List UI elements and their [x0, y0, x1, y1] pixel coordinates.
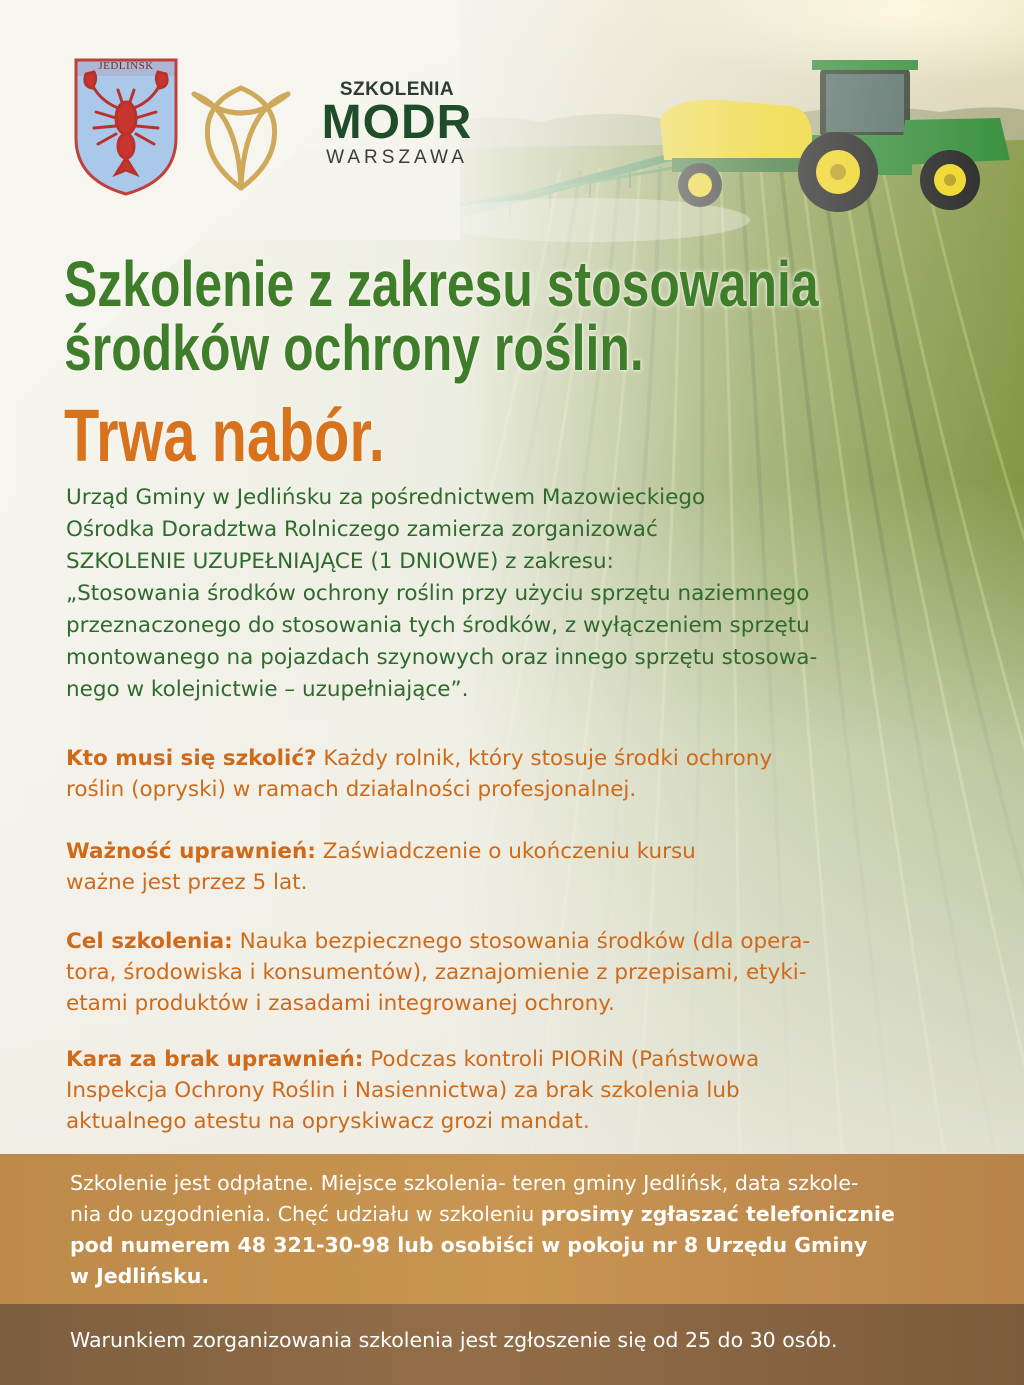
headline-line-2: środków ochrony roślin.: [64, 312, 644, 384]
intro-paragraph: [66, 482, 966, 706]
section-validity: [66, 836, 966, 898]
section-text: Zaświadczenie o ukończeniu kursu: [315, 839, 696, 864]
intro-line: przeznaczonego do stosowania tych środków, z wyłączeniem sprzętu: [66, 613, 810, 638]
section-text: etami produktów i zasadami integrowanej ochrony.: [66, 991, 615, 1016]
trinity-knot-icon: [188, 80, 294, 192]
section-text: Nauka bezpiecznego stosowania środków (dla opera-: [232, 929, 811, 954]
section-label: Kara za brak uprawnień:: [66, 1047, 364, 1072]
contact-phone: pod numerem 48 321-30-98 lub osobiści w pokoju nr 8 Urzędu Gminy: [70, 1233, 868, 1257]
jedlinsk-crest: [72, 56, 180, 196]
section-label: Ważność uprawnień:: [66, 839, 316, 864]
intro-line: montowanego na pojazdach szynowych oraz innego sprzętu stosowa-: [66, 645, 818, 670]
intro-line: SZKOLENIE UZUPEŁNIAJĄCE (1 DNIOWE) z zakresu:: [66, 549, 614, 574]
section-text: ważne jest przez 5 lat.: [66, 870, 308, 895]
section-text: Inspekcja Ochrony Roślin i Nasiennictwa) za brak szkolenia lub: [66, 1078, 740, 1103]
intro-line: Urząd Gminy w Jedlińsku za pośrednictwem Mazowieckiego: [66, 485, 706, 510]
modr-city-text: WARSZAWA: [326, 147, 468, 168]
intro-line: nego w kolejnictwie – uzupełniające”.: [66, 677, 469, 702]
modr-wordmark: [312, 80, 482, 180]
info-band-text: [70, 1168, 970, 1292]
condition-band: [0, 1304, 1024, 1385]
section-who-must-train: [66, 743, 966, 805]
info-line: nia do uzgodnienia. Chęć udziału w szkoleniu: [70, 1202, 541, 1226]
section-text: roślin (opryski) w ramach działalności profesjonalnej.: [66, 777, 637, 802]
crest-label: JEDLIŃSK: [98, 60, 154, 72]
contact-emphasis: prosimy zgłaszać telefonicznie: [540, 1202, 895, 1226]
modr-small-text: SZKOLENIA: [339, 79, 455, 100]
condition-text: Warunkiem zorganizowania szkolenia jest zgłoszenie się od 25 do 30 osób.: [70, 1328, 838, 1352]
section-text: aktualnego atestu na opryskiwacz grozi mandat.: [66, 1109, 590, 1134]
section-penalty: [66, 1044, 966, 1137]
section-label: Kto musi się szkolić?: [66, 746, 317, 771]
contact-place: w Jedlińsku.: [70, 1264, 210, 1288]
modr-knot-logo: [188, 80, 294, 192]
section-label: Cel szkolenia:: [66, 929, 233, 954]
headline-line-1: Szkolenie z zakresu stosowania: [64, 248, 819, 320]
headline-recruitment: Trwa nabór.: [64, 394, 385, 477]
section-training-goal: [66, 926, 966, 1019]
modr-big-text: MODR: [321, 96, 473, 149]
intro-line: Ośrodka Doradztwa Rolniczego zamierza zorganizować: [66, 517, 658, 542]
crayfish-crest-icon: [72, 56, 180, 196]
info-line: Szkolenie jest odpłatne. Miejsce szkolenia- teren gminy Jedlińsk, data szkole-: [70, 1171, 859, 1195]
section-text: Każdy rolnik, który stosuje środki ochrony: [316, 746, 773, 771]
section-text: Podczas kontroli PIORiN (Państwowa: [363, 1047, 760, 1072]
intro-line: „Stosowania środków ochrony roślin przy użyciu sprzętu naziemnego: [66, 581, 810, 606]
section-text: tora, środowiska i konsumentów), zaznajomienie z przepisami, etyki-: [66, 960, 807, 985]
info-band: [0, 1154, 1024, 1304]
